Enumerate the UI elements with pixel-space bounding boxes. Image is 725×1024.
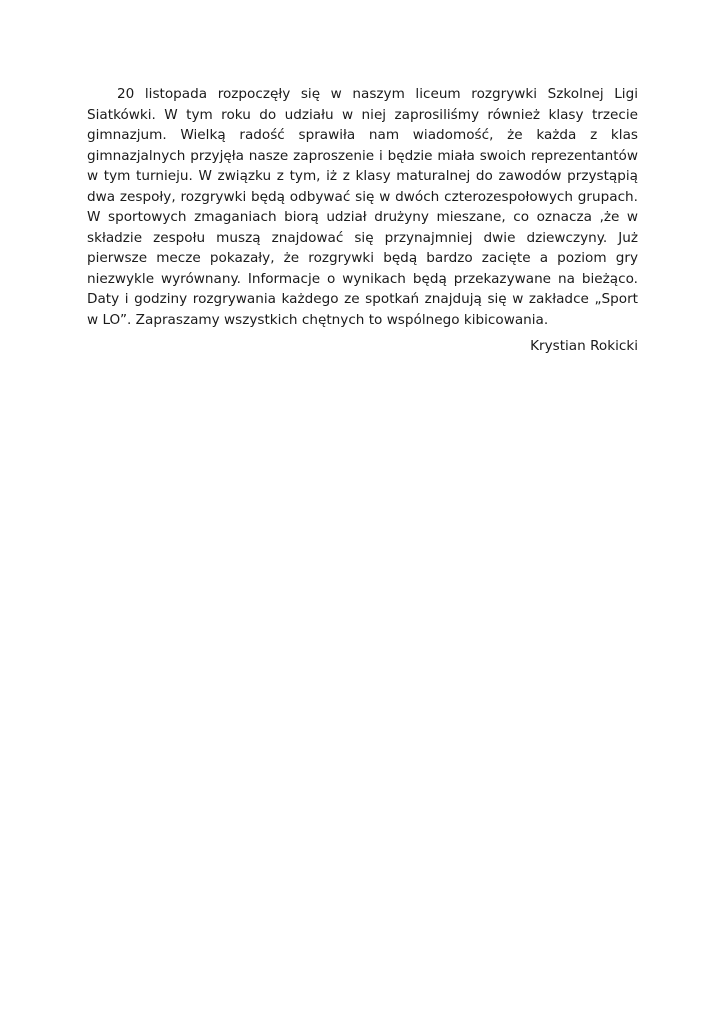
author-signature: Krystian Rokicki: [530, 338, 638, 354]
article-body: 20 listopada rozpoczęły się w naszym liceum rozgrywki Szkolnej Ligi Siatkówki. W tym roku do udziału w niej zaprosiliśmy również klasy trzecie gimnazjum. Wielką radość sprawiła nam wiadomość, że każda z klas gimnazjalnych przyjęła nasze zaproszenie i będzie miała swoich reprezentantów w tym turnieju. W związku z tym, iż z klasy maturalnej do zawodów przystąpią dwa zespoły, rozgrywki będą odbywać się w dwóch czterozespołowych grupach. W sportowych zmaganiach biorą udział drużyny mieszane, co oznacza ‚że w składzie zespołu muszą znajdować się przynajmniej dwie dziewczyny. Już pierwsze mecze pokazały, że rozgrywki będą bardzo zacięte a poziom gry niezwykle wyrównany. Informacje o wynikach będą przekazywane na bieżąco. Daty i godziny rozgrywania każdego ze spotkań znajdują się w zakładce „Sport w LO”. Zapraszamy wszystkich chętnych to wspólnego kibicowania.: [87, 86, 638, 328]
article: [87, 84, 638, 357]
